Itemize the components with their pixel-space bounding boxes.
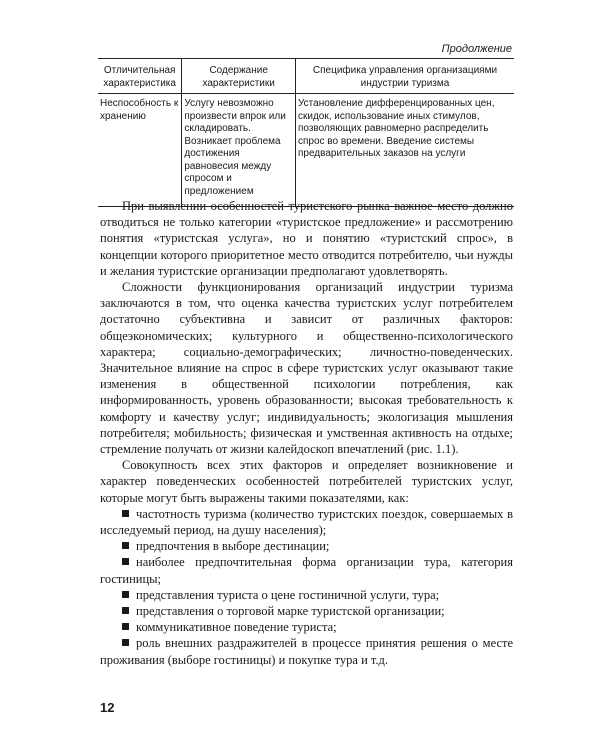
list-item: [100, 554, 513, 586]
list-item-text: частотность туризма (количество туристских поездок, совершаемых в исследуемый период, на душу населения);: [100, 506, 513, 538]
paragraph: Сложности функционирования организаций индустрии туризма заключаются в том, что оценка качества туристских услуг потребителем достаточно субъективна и зависит от различных факторов: общеэкономических; культурного и общественно-психологического характера; социально-демографических; личностно-поведенческих. Значительное влияние на спрос в сфере туристских услуг оказывают такие изменения в общественной психологии потребления, как информированность, уровень образованности; высокая требовательность к комфорту и качеству услуг; индивидуальность; экологизация мышления потребителя; мобильность; физическая и умственная активность на отдыхе; стремление получать от жизни калейдоскоп впечатлений (рис. 1.1).: [100, 280, 513, 457]
table-header-row: [98, 59, 514, 94]
list-item: [100, 603, 513, 619]
body-text: [100, 198, 513, 668]
square-bullet-icon: [122, 542, 129, 549]
list-item-text: предпочтения в выборе дестинации;: [136, 539, 330, 554]
list-item-text: представления о торговой марке туристской организации;: [136, 604, 445, 619]
square-bullet-icon: [122, 510, 129, 517]
list-item: [100, 587, 513, 603]
characteristics-table: [98, 58, 514, 207]
table-header-cell: Специфика управления организациями индустрии туризма: [295, 59, 514, 94]
table-cell-feature: Неспособность к хранению: [98, 94, 182, 207]
factor-list: [100, 506, 513, 668]
table-header-cell: Содержание характеристики: [182, 59, 296, 94]
list-item-text: коммуникативное поведение туриста;: [136, 620, 337, 635]
list-item: [100, 619, 513, 635]
paragraph: При выявлении особенностей туристского рынка важное место должно отводиться не только категории «туристское предложение» и рассмотрению понятия «туристская услуга», но и понятию «туристский спрос», в концепции которого приоритетное место отводится потребителю, чьи нужды и желания туристские организации предполагают удовлетворять.: [100, 199, 513, 278]
square-bullet-icon: [122, 623, 129, 630]
list-item-text: роль внешних раздражителей в процессе принятия решения о месте проживания (выборе гостиницы) и покупке тура и т.д.: [100, 636, 513, 667]
square-bullet-icon: [122, 591, 129, 598]
continuation-label: Продолжение: [441, 43, 512, 55]
square-bullet-icon: [122, 558, 129, 565]
list-item: [100, 506, 513, 538]
paragraph: Совокупность всех этих факторов и определяет возникновение и характер поведенческих особенностей потребителей туристских услуг, которые могут быть выражены такими показателями, как:: [100, 458, 513, 505]
square-bullet-icon: [122, 607, 129, 614]
table-header-cell: Отличительная характеристика: [98, 59, 182, 94]
table-row: [98, 94, 514, 207]
table-cell-specifics: Установление дифференцированных цен, скидок, использование иных стимулов, позволяющих равномерно распределить спрос во времени. Введение системы предварительных заказов на услуги: [295, 94, 514, 207]
square-bullet-icon: [122, 639, 129, 646]
list-item-text: представления туриста о цене гостиничной услуги, тура;: [136, 587, 440, 602]
page-number: 12: [100, 700, 115, 715]
list-item: [100, 635, 513, 667]
list-item-text: наиболее предпочтительная форма организации тура, категория гостиницы;: [100, 555, 513, 586]
list-item: [100, 538, 513, 554]
table-cell-content: Услугу невозможно произвести впрок или складировать. Возникает проблема достижения равновесия между спросом и предложением: [182, 94, 296, 207]
